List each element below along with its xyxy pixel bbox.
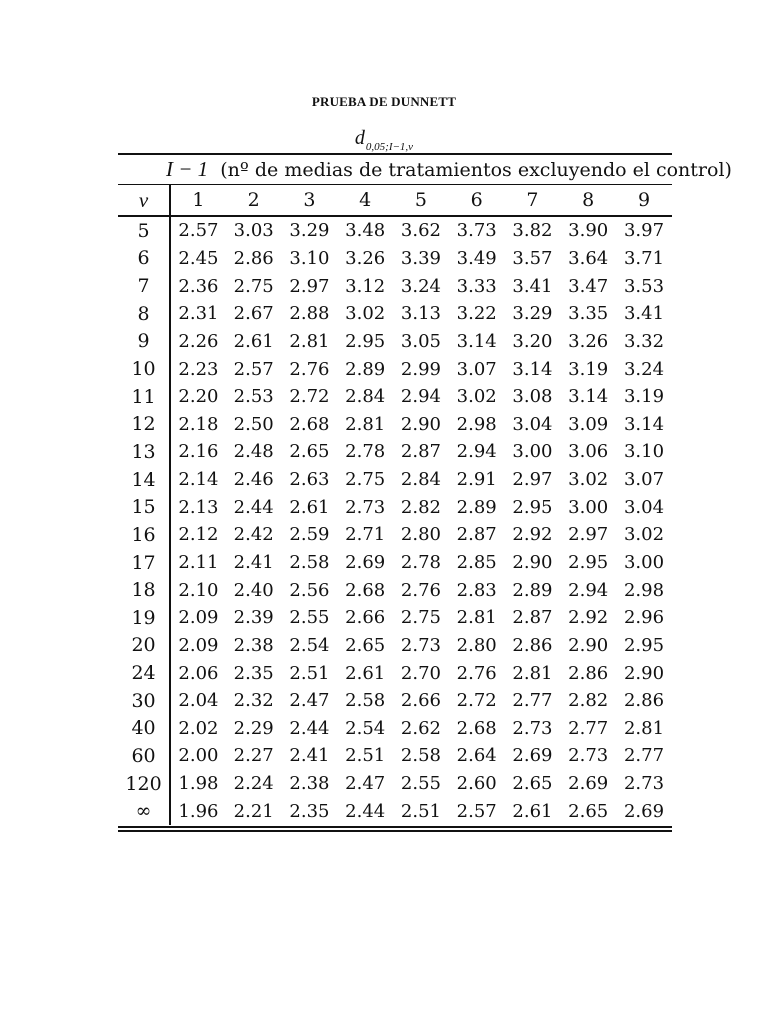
row-nu: 120 [118,770,170,798]
table-cell: 3.57 [512,247,553,269]
table-cell: 2.54 [345,717,386,739]
table-row [118,687,672,715]
table-row [118,410,672,438]
table-cell: 3.05 [400,330,441,352]
table-cell: 2.77 [568,717,609,739]
table-row [118,659,672,687]
table-cell: 2.81 [289,330,330,352]
table-cell: 2.68 [289,413,330,435]
table-cell: 3.02 [456,386,497,408]
table-cell: 2.45 [178,247,219,269]
table-cell: 2.20 [178,386,219,408]
table-cell: 2.69 [345,552,386,573]
table-cell: 2.73 [512,717,553,739]
column-header: 5 [393,185,449,217]
table-cell: 2.66 [400,690,441,712]
table-cell: 2.82 [568,690,609,712]
table-cell: 2.95 [345,330,386,352]
table-cell: 2.90 [512,552,553,573]
table-cell: 2.21 [233,800,274,822]
table-cell: 2.51 [400,800,441,822]
table-cell: 2.98 [623,579,665,601]
table-cell: 2.51 [345,745,386,767]
table-cell: 3.07 [456,358,497,380]
table-cell: 2.24 [233,773,274,795]
table-cell: 2.73 [345,496,386,518]
table-cell: 2.89 [512,579,553,601]
row-nu: 12 [118,410,170,438]
table-cell: 3.02 [568,469,609,491]
table-cell: 2.42 [233,524,274,546]
column-header: 1 [170,185,226,217]
table-body [118,216,672,825]
row-nu: 60 [118,742,170,770]
table-cell: 2.90 [568,634,609,656]
table-cell: 2.00 [178,745,219,767]
row-nu: 20 [118,632,170,660]
table-cell: 2.87 [400,441,441,463]
table-cell: 2.76 [289,358,330,380]
table-cell: 2.16 [178,441,219,463]
nu-header: ν [118,185,170,217]
table-cell: 3.39 [400,247,441,269]
table-cell: 3.06 [568,441,609,463]
table-cell: 2.55 [400,773,441,795]
table-cell: 2.87 [456,524,497,546]
table-cell: 3.10 [623,441,665,463]
table-row [118,521,672,549]
table-cell: 3.33 [456,275,497,297]
table-cell: 2.11 [178,552,219,573]
table-cell: 2.61 [345,662,386,684]
table-cell: 2.46 [233,469,274,491]
table-cell: 2.65 [512,773,553,795]
table-cell: 2.18 [178,413,219,435]
row-nu: 16 [118,521,170,549]
table-cell: 3.24 [400,275,441,297]
table-cell: 2.86 [233,247,274,269]
table-cell: 2.80 [400,524,441,546]
row-nu: 6 [118,245,170,273]
group-header-row [118,155,672,185]
table-cell: 2.88 [289,303,330,325]
table-cell: 3.29 [512,303,553,325]
dunnett-table [118,155,732,825]
table-cell: 2.14 [178,469,219,491]
caption-symbol: d [354,127,365,149]
table-cell: 2.95 [568,552,609,573]
table-cell: 2.58 [345,690,386,712]
table-row [118,715,672,743]
table-cell: 2.65 [289,441,330,463]
table-cell: 2.85 [456,552,497,573]
table-caption [0,127,768,153]
table-cell: 2.23 [178,358,219,380]
table-cell: 3.41 [623,303,665,325]
table-cell: 2.94 [568,579,609,601]
row-nu: 19 [118,604,170,632]
table-cell: 2.81 [345,413,386,435]
table-cell: 3.26 [568,330,609,352]
table-cell: 2.75 [400,607,441,629]
table-cell: 3.90 [568,220,609,242]
table-cell: 3.02 [623,524,665,546]
table-cell: 2.94 [400,386,441,408]
row-nu: 13 [118,438,170,466]
group-header [118,155,732,185]
table-cell: 2.35 [233,662,274,684]
table-cell: 2.27 [233,745,274,767]
group-symbol: I − 1 [166,157,209,181]
table-cell: 2.91 [456,469,497,491]
table-cell: 2.48 [233,441,274,463]
row-nu: 10 [118,355,170,383]
row-nu: 14 [118,466,170,494]
table-cell: 2.09 [178,634,219,656]
table-cell: 3.13 [400,303,441,325]
table-cell: 2.97 [289,275,330,297]
table-cell: 2.67 [233,303,274,325]
row-nu: 9 [118,328,170,356]
table-cell: 2.92 [512,524,553,546]
table-cell: 2.70 [400,662,441,684]
table-row [118,216,672,245]
table-cell: 2.87 [512,607,553,629]
table-cell: 2.44 [233,496,274,518]
table-cell: 2.98 [456,413,497,435]
table-cell: 3.20 [512,330,553,352]
table-cell: 3.29 [289,220,330,242]
column-header: 8 [560,185,616,217]
table-cell: 2.77 [623,745,665,767]
table-cell: 2.69 [568,773,609,795]
caption-subscript: 0,05;I−1,ν [365,141,414,153]
table-cell: 2.69 [623,800,665,822]
table-cell: 3.02 [345,303,386,325]
table-row [118,576,672,604]
table-cell: 3.14 [623,413,665,435]
table-cell: 2.58 [400,745,441,767]
table-cell: 2.38 [233,634,274,656]
table-cell: 2.96 [623,607,665,629]
column-header: 3 [282,185,338,217]
table-cell: 2.83 [456,579,497,601]
table-cell: 2.90 [400,413,441,435]
table-cell: 2.86 [512,634,553,656]
table-cell: 2.86 [568,662,609,684]
table-row [118,797,672,825]
table-cell: 2.60 [456,773,497,795]
bottom-rule-2 [118,830,672,832]
table-cell: 1.98 [178,773,219,795]
table-cell: 2.89 [456,496,497,518]
table-cell: 3.04 [623,496,665,518]
table-cell: 3.71 [623,247,665,269]
table-cell: 2.56 [289,579,330,601]
table-cell: 3.62 [400,220,441,242]
table-cell: 2.95 [623,634,665,656]
table-cell: 3.47 [568,275,609,297]
table-cell: 2.36 [178,275,219,297]
table-cell: 3.14 [456,330,497,352]
table-cell: 2.40 [233,579,274,601]
table-cell: 2.90 [623,662,665,684]
table-cell: 2.73 [400,634,441,656]
table-cell: 3.97 [623,220,665,242]
table-row [118,300,672,328]
row-nu: 24 [118,659,170,687]
table-cell: 2.55 [289,607,330,629]
table-cell: 2.09 [178,607,219,629]
table-cell: 2.47 [289,690,330,712]
table-cell: 2.35 [289,800,330,822]
table-cell: 2.77 [512,690,553,712]
table-row [118,328,672,356]
table-cell: 2.41 [233,552,274,573]
column-header: 4 [337,185,393,217]
row-nu: 18 [118,576,170,604]
table-row [118,632,672,660]
table-cell: 2.38 [289,773,330,795]
table-cell: 2.41 [289,745,330,767]
table-cell: 2.31 [178,303,219,325]
table-cell: 2.62 [400,717,441,739]
bottom-rules [118,826,672,832]
table-cell: 2.84 [345,386,386,408]
table-cell: 2.44 [289,717,330,739]
table-cell: 2.61 [233,330,274,352]
table-cell: 2.51 [289,662,330,684]
table-cell: 3.00 [568,496,609,518]
table-cell: 2.47 [345,773,386,795]
table-cell: 2.26 [178,330,219,352]
table-cell: 3.82 [512,220,553,242]
table-cell: 2.64 [456,745,497,767]
table-row [118,272,672,300]
table-cell: 2.97 [568,524,609,546]
table-cell: 2.99 [400,358,441,380]
table-row [118,355,672,383]
table-cell: 3.00 [623,552,665,573]
table-cell: 2.95 [512,496,553,518]
table-cell: 2.75 [233,275,274,297]
table-cell: 3.35 [568,303,609,325]
row-nu: 11 [118,383,170,411]
table-cell: 2.81 [456,607,497,629]
table-cell: 3.09 [568,413,609,435]
table-cell: 2.73 [623,773,665,795]
column-header: 7 [505,185,561,217]
table-cell: 2.72 [289,386,330,408]
table-cell: 2.68 [456,717,497,739]
table-row [118,466,672,494]
row-nu: 15 [118,493,170,521]
table-cell: 2.06 [178,662,219,684]
table-cell: 3.07 [623,469,665,491]
row-nu: 30 [118,687,170,715]
row-nu: ∞ [118,797,170,825]
table-row [118,383,672,411]
table-cell: 2.02 [178,717,219,739]
table-cell: 3.14 [568,386,609,408]
table-cell: 3.53 [623,275,665,297]
table-row [118,549,672,577]
table-row [118,770,672,798]
table-cell: 2.82 [400,496,441,518]
table-cell: 2.76 [400,579,441,601]
table-cell: 2.73 [568,745,609,767]
table-cell: 2.78 [400,552,441,573]
table-cell: 3.24 [623,358,665,380]
table-cell: 3.22 [456,303,497,325]
table-cell: 2.89 [345,358,386,380]
table-cell: 2.12 [178,524,219,546]
column-header: 6 [449,185,505,217]
table-cell: 3.73 [456,220,497,242]
table-cell: 2.78 [345,441,386,463]
table-cell: 3.19 [568,358,609,380]
table-row [118,245,672,273]
table-cell: 2.59 [289,524,330,546]
table-cell: 3.41 [512,275,553,297]
table-cell: 1.96 [178,800,219,822]
table-cell: 2.63 [289,469,330,491]
table-cell: 2.80 [456,634,497,656]
table-cell: 3.10 [289,247,330,269]
table-cell: 3.04 [512,413,553,435]
table-row [118,742,672,770]
page-title: PRUEBA DE DUNNETT [311,94,457,109]
table-cell: 2.04 [178,690,219,712]
table-cell: 2.69 [512,745,553,767]
table-cell: 2.66 [345,607,386,629]
group-description: (nº de medias de tratamientos excluyendo el control) [220,159,732,181]
table-cell: 3.14 [512,358,553,380]
table-cell: 2.57 [456,800,497,822]
table-cell: 2.97 [512,469,553,491]
table-cell: 3.64 [568,247,609,269]
table-cell: 3.08 [512,386,553,408]
column-header: 9 [616,185,672,217]
table-cell: 2.13 [178,496,219,518]
column-header-row [118,185,672,217]
table-cell: 2.71 [345,524,386,546]
table-cell: 2.76 [456,662,497,684]
table-cell: 3.26 [345,247,386,269]
table-cell: 2.61 [512,800,553,822]
table-row [118,493,672,521]
table-cell: 3.19 [623,386,665,408]
row-nu: 40 [118,715,170,743]
table-cell: 2.65 [345,634,386,656]
table-cell: 2.81 [623,717,665,739]
table-cell: 3.32 [623,330,665,352]
row-nu: 8 [118,300,170,328]
table-cell: 2.81 [512,662,553,684]
table-cell: 2.53 [233,386,274,408]
table-cell: 2.39 [233,607,274,629]
table-cell: 3.48 [345,220,386,242]
table-cell: 2.58 [289,552,330,573]
row-nu: 17 [118,549,170,577]
table-cell: 2.75 [345,469,386,491]
table-cell: 2.29 [233,717,274,739]
table-cell: 2.61 [289,496,330,518]
table-cell: 2.92 [568,607,609,629]
table-cell: 2.50 [233,413,274,435]
table-cell: 3.12 [345,275,386,297]
table-cell: 2.44 [345,800,386,822]
column-header: 2 [226,185,282,217]
table-cell: 2.94 [456,441,497,463]
table-cell: 3.03 [233,220,274,242]
table-cell: 2.84 [400,469,441,491]
table-cell: 2.72 [456,690,497,712]
row-nu: 7 [118,272,170,300]
dunnett-table-container [118,153,732,832]
row-nu: 5 [118,216,170,245]
table-cell: 2.10 [178,579,219,601]
table-cell: 2.86 [623,690,665,712]
table-row [118,604,672,632]
table-cell: 2.54 [289,634,330,656]
table-cell: 3.49 [456,247,497,269]
table-cell: 2.65 [568,800,609,822]
table-cell: 3.00 [512,441,553,463]
table-cell: 2.57 [178,220,219,242]
table-cell: 2.32 [233,690,274,712]
table-row [118,438,672,466]
table-cell: 2.68 [345,579,386,601]
table-cell: 2.57 [233,358,274,380]
